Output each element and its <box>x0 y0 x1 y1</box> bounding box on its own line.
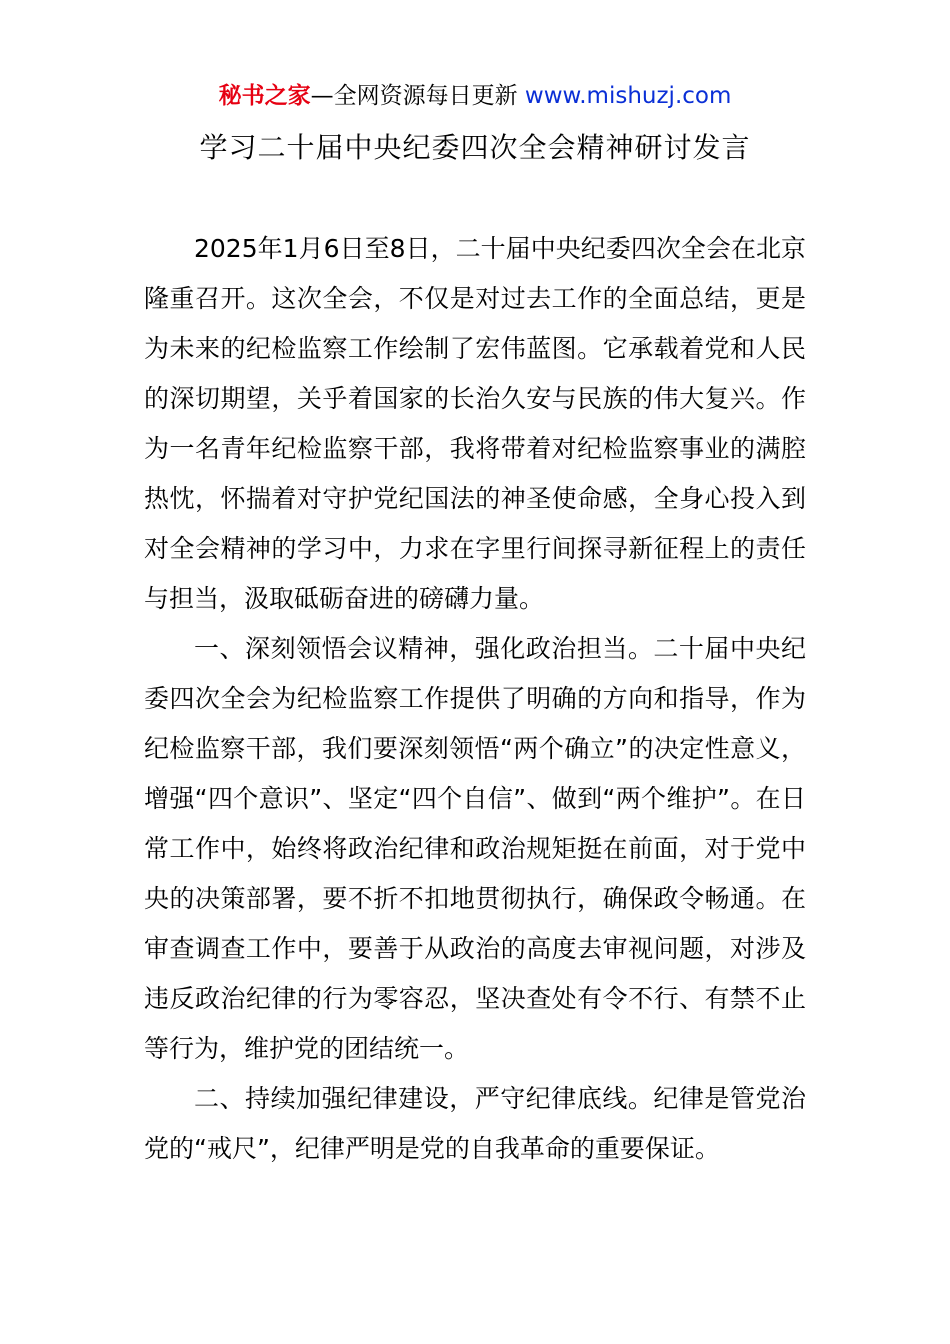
site-link[interactable]: www.mishuzj.com <box>524 83 732 109</box>
document-body <box>144 224 806 1174</box>
site-header <box>0 80 950 112</box>
paragraph-intro: 2025年1月6日至8日，二十届中央纪委四次全会在北京隆重召开。这次全会，不仅是对过去工作的全面总结，更是为未来的纪检监察工作绘制了宏伟蓝图。它承载着党和人民的深切期望，关乎着国家的长治久安与民族的伟大复兴。作为一名青年纪检监察干部，我将带着对纪检监察事业的满腔热忱，怀揣着对守护党纪国法的神圣使命感，全身心投入到对全会精神的学习中，力求在字里行间探寻新征程上的责任与担当，汲取砥砺奋进的磅礴力量。 <box>144 234 806 613</box>
paragraph-section-1: 一、深刻领悟会议精神，强化政治担当。二十届中央纪委四次全会为纪检监察工作提供了明确的方向和指导，作为纪检监察干部，我们要深刻领悟“两个确立”的决定性意义，增强“四个意识”、坚定“四个自信”、做到“两个维护”。在日常工作中，始终将政治纪律和政治规矩挺在前面，对于党中央的决策部署，要不折不扣地贯彻执行，确保政令畅通。在审查调查工作中，要善于从政治的高度去审视问题，对涉及违反政治纪律的行为零容忍，坚决查处有令不行、有禁不止等行为，维护党的团结统一。 <box>144 634 806 1063</box>
paragraph-section-2: 二、持续加强纪律建设，严守纪律底线。纪律是管党治党的“戒尺”，纪律严明是党的自我革命的重要保证。 <box>144 1084 806 1163</box>
header-tagline: —全网资源每日更新 <box>310 83 525 109</box>
document-title: 学习二十届中央纪委四次全会精神研讨发言 <box>199 131 751 164</box>
brand-name: 秘书之家 <box>218 83 311 109</box>
